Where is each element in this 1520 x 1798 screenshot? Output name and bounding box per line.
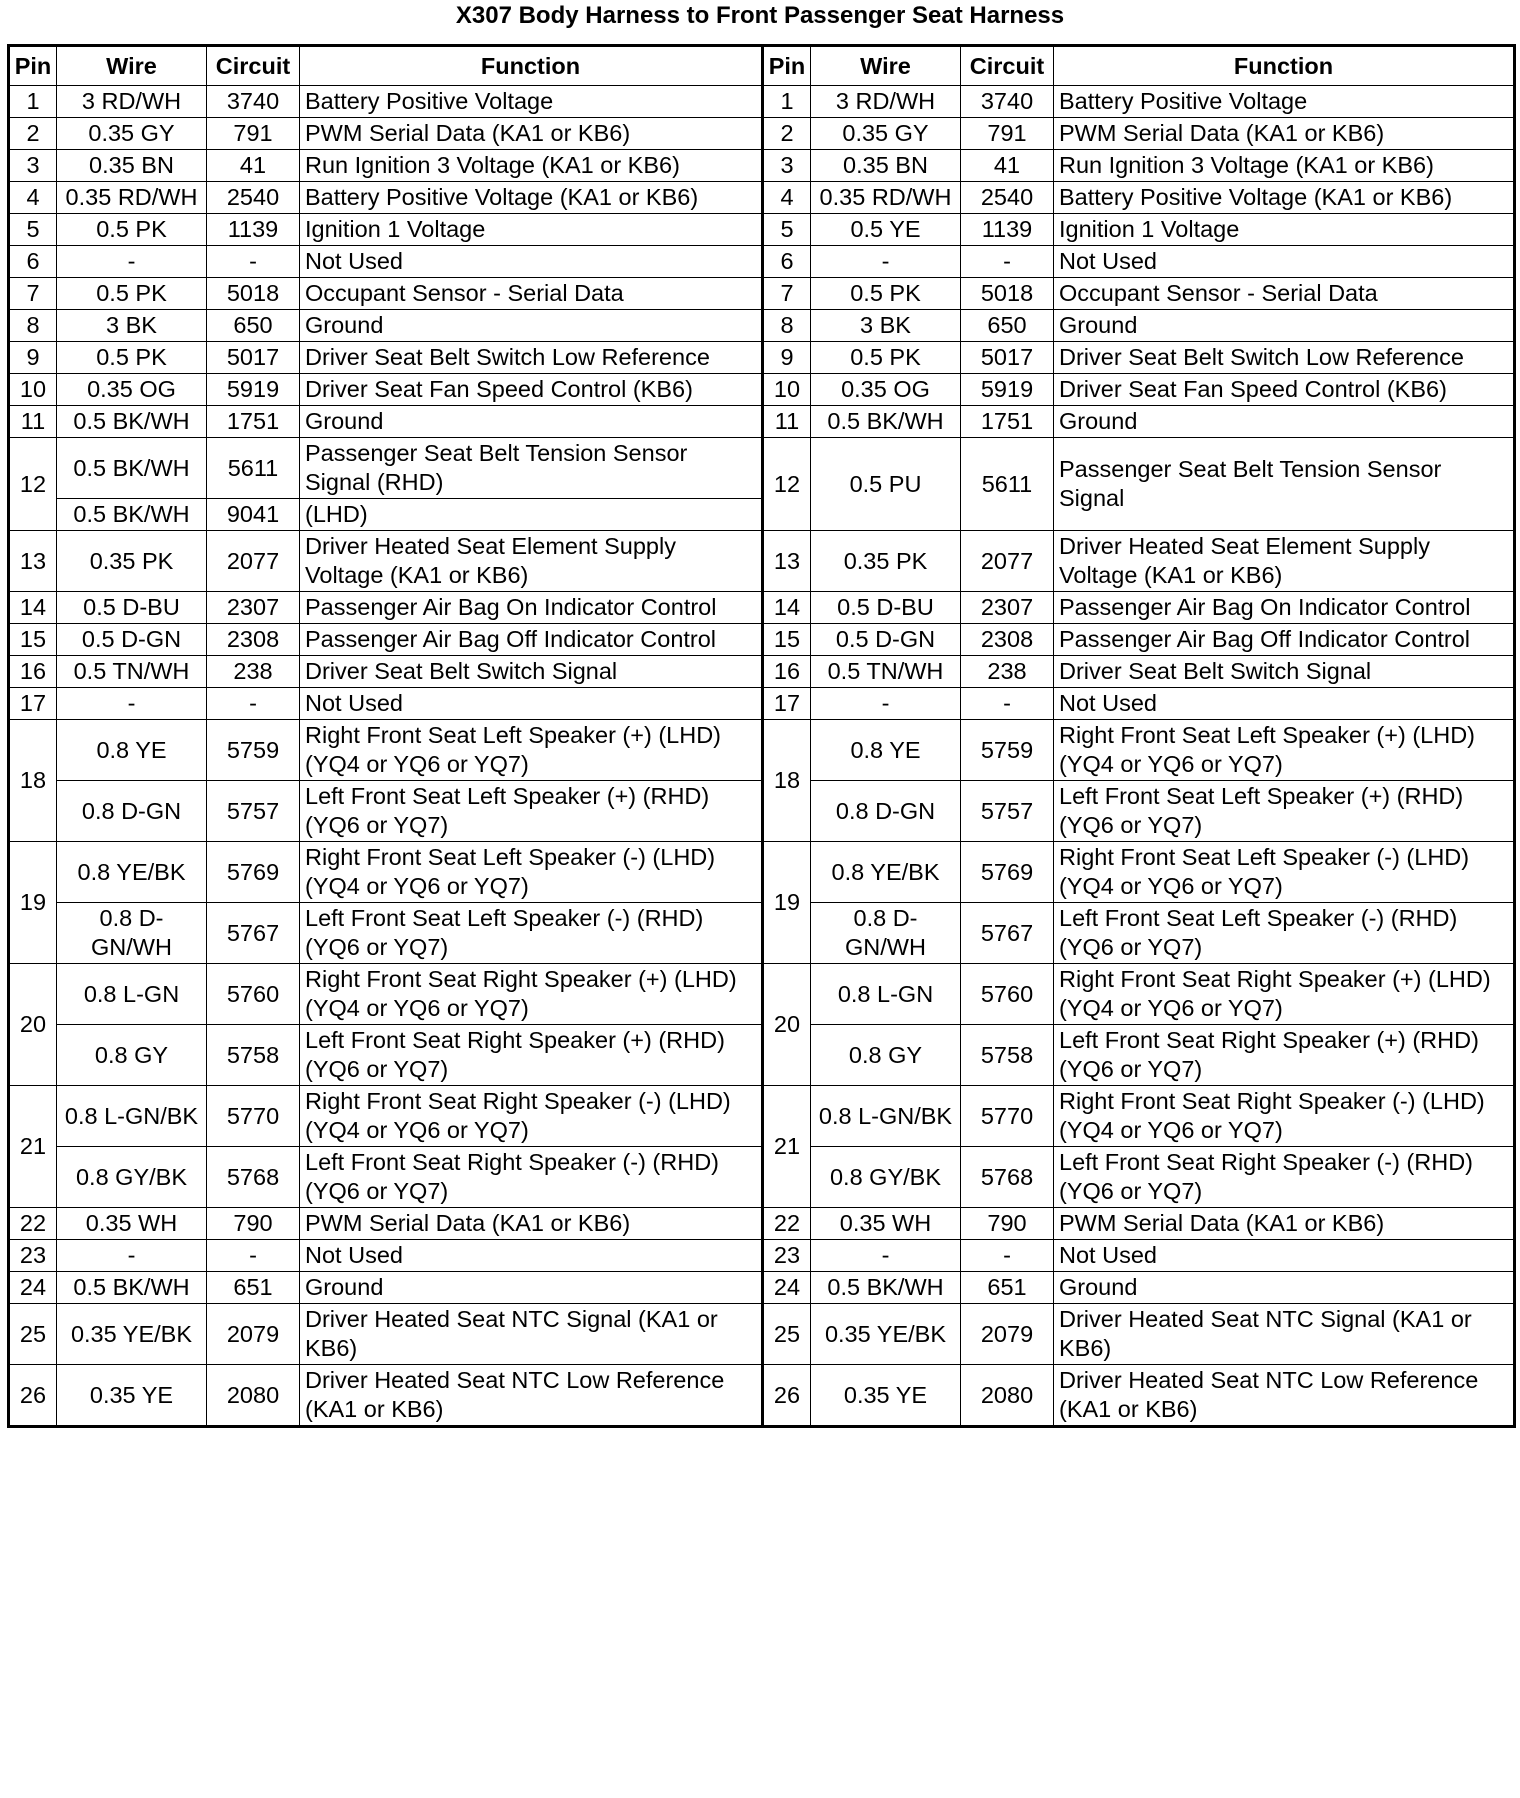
- circuit-value: 1751: [207, 406, 300, 438]
- table-title: X307 Body Harness to Front Passenger Seat Harness: [455, 2, 1065, 29]
- pin-number: 15: [9, 624, 57, 656]
- wire-value: 0.35 PK: [57, 531, 207, 592]
- pin-number: 4: [763, 182, 811, 214]
- circuit-value: 238: [961, 656, 1054, 688]
- circuit-value: 3740: [207, 86, 300, 118]
- circuit-value: 1751: [961, 406, 1054, 438]
- function-value: Battery Positive Voltage: [1054, 86, 1515, 118]
- wire-value: 0.8 YE/BK: [811, 842, 961, 903]
- pin-number: 10: [9, 374, 57, 406]
- function-value: Driver Seat Fan Speed Control (KB6): [1054, 374, 1515, 406]
- circuit-value: 791: [961, 118, 1054, 150]
- wire-value: 0.35 YE: [57, 1365, 207, 1427]
- function-value: Ground: [1054, 310, 1515, 342]
- wire-value: -: [57, 1240, 207, 1272]
- circuit-value: 2540: [961, 182, 1054, 214]
- pin-number: 12: [763, 438, 811, 531]
- header-pin: Pin: [763, 46, 811, 86]
- function-value: Driver Heated Seat Element Supply Voltage (KA1 or KB6): [1054, 531, 1515, 592]
- function-value: Occupant Sensor - Serial Data: [1054, 278, 1515, 310]
- wire-value: -: [57, 688, 207, 720]
- circuit-value: 791: [207, 118, 300, 150]
- circuit-value: -: [961, 688, 1054, 720]
- circuit-value: 5768: [961, 1147, 1054, 1208]
- table-row: [9, 1304, 1515, 1365]
- wire-value: 3 BK: [57, 310, 207, 342]
- table-row: [9, 1086, 1515, 1147]
- circuit-value: 2540: [207, 182, 300, 214]
- function-value: Battery Positive Voltage (KA1 or KB6): [1054, 182, 1515, 214]
- circuit-value: 2080: [207, 1365, 300, 1427]
- function-value: Driver Seat Belt Switch Low Reference: [300, 342, 763, 374]
- circuit-value: 5768: [207, 1147, 300, 1208]
- pin-number: 2: [763, 118, 811, 150]
- header-circuit: Circuit: [207, 46, 300, 86]
- function-value: Not Used: [1054, 1240, 1515, 1272]
- table-row: [9, 1240, 1515, 1272]
- wire-value: 0.5 BK/WH: [57, 406, 207, 438]
- circuit-value: -: [961, 246, 1054, 278]
- table-body: [9, 86, 1515, 1427]
- pin-number: 22: [9, 1208, 57, 1240]
- table-row: [9, 438, 1515, 499]
- function-value: Passenger Seat Belt Tension Sensor Signal: [1054, 438, 1515, 531]
- function-value: Passenger Air Bag On Indicator Control: [1054, 592, 1515, 624]
- circuit-value: 790: [207, 1208, 300, 1240]
- function-value: Ground: [300, 406, 763, 438]
- pin-number: 19: [763, 842, 811, 964]
- circuit-value: 790: [961, 1208, 1054, 1240]
- wire-value: 0.8 L-GN/BK: [811, 1086, 961, 1147]
- circuit-value: 5769: [961, 842, 1054, 903]
- table-row: [9, 1025, 1515, 1086]
- circuit-value: 2308: [207, 624, 300, 656]
- wire-value: -: [811, 1240, 961, 1272]
- pin-number: 3: [9, 150, 57, 182]
- pin-number: 23: [9, 1240, 57, 1272]
- wire-value: -: [57, 246, 207, 278]
- pin-number: 21: [9, 1086, 57, 1208]
- pin-number: 20: [9, 964, 57, 1086]
- wire-value: 0.8 GY/BK: [811, 1147, 961, 1208]
- header-circuit: Circuit: [961, 46, 1054, 86]
- function-value: Passenger Air Bag Off Indicator Control: [300, 624, 763, 656]
- circuit-value: 2307: [207, 592, 300, 624]
- circuit-value: 5770: [207, 1086, 300, 1147]
- function-value: Right Front Seat Right Speaker (+) (LHD) (YQ4 or YQ6 or YQ7): [300, 964, 763, 1025]
- table-row: [9, 531, 1515, 592]
- wire-value: 0.35 YE: [811, 1365, 961, 1427]
- function-value: Ignition 1 Voltage: [300, 214, 763, 246]
- circuit-value: 3740: [961, 86, 1054, 118]
- pin-number: 20: [763, 964, 811, 1086]
- wire-value: 0.5 PK: [57, 214, 207, 246]
- table-row: [9, 1208, 1515, 1240]
- wire-value: 0.35 RD/WH: [57, 182, 207, 214]
- function-value: Right Front Seat Right Speaker (-) (LHD) (YQ4 or YQ6 or YQ7): [1054, 1086, 1515, 1147]
- pin-number: 25: [9, 1304, 57, 1365]
- table-row: [9, 1272, 1515, 1304]
- pin-number: 8: [763, 310, 811, 342]
- wire-value: 0.5 TN/WH: [57, 656, 207, 688]
- pin-number: 5: [763, 214, 811, 246]
- wire-value: 0.5 D-BU: [811, 592, 961, 624]
- function-value: Ground: [1054, 1272, 1515, 1304]
- pin-number: 8: [9, 310, 57, 342]
- wire-value: 3 BK: [811, 310, 961, 342]
- pin-number: 13: [9, 531, 57, 592]
- circuit-value: -: [207, 246, 300, 278]
- wire-value: 0.35 YE/BK: [57, 1304, 207, 1365]
- table-row: [9, 964, 1515, 1025]
- wire-value: 0.5 BK/WH: [57, 438, 207, 499]
- circuit-value: 41: [961, 150, 1054, 182]
- circuit-value: 650: [207, 310, 300, 342]
- wire-value: 0.35 OG: [811, 374, 961, 406]
- wire-value: 0.5 BK/WH: [811, 1272, 961, 1304]
- circuit-value: 5919: [961, 374, 1054, 406]
- pin-number: 16: [9, 656, 57, 688]
- pin-number: 26: [9, 1365, 57, 1427]
- function-value: Driver Seat Fan Speed Control (KB6): [300, 374, 763, 406]
- circuit-value: 9041: [207, 499, 300, 531]
- table-row: [9, 656, 1515, 688]
- table-row: [9, 842, 1515, 903]
- circuit-value: 1139: [207, 214, 300, 246]
- function-value: Driver Heated Seat NTC Low Reference (KA1 or KB6): [1054, 1365, 1515, 1427]
- table-row: [9, 624, 1515, 656]
- header-function: Function: [300, 46, 763, 86]
- pin-number: 5: [9, 214, 57, 246]
- header-pin: Pin: [9, 46, 57, 86]
- table-row: [9, 592, 1515, 624]
- circuit-value: 5017: [207, 342, 300, 374]
- wire-value: 0.8 GY/BK: [57, 1147, 207, 1208]
- function-value: Ground: [300, 310, 763, 342]
- table-row: [9, 781, 1515, 842]
- header-function: Function: [1054, 46, 1515, 86]
- wire-value: 0.5 PK: [811, 342, 961, 374]
- function-value: Driver Heated Seat NTC Signal (KA1 or KB6): [300, 1304, 763, 1365]
- circuit-value: 5018: [961, 278, 1054, 310]
- header-wire: Wire: [57, 46, 207, 86]
- function-value: Left Front Seat Left Speaker (+) (RHD) (YQ6 or YQ7): [300, 781, 763, 842]
- table-row: [9, 374, 1515, 406]
- function-value: Not Used: [300, 688, 763, 720]
- function-value: Battery Positive Voltage: [300, 86, 763, 118]
- function-value: Right Front Seat Right Speaker (-) (LHD) (YQ4 or YQ6 or YQ7): [300, 1086, 763, 1147]
- wire-value: 0.5 TN/WH: [811, 656, 961, 688]
- function-value: Driver Seat Belt Switch Low Reference: [1054, 342, 1515, 374]
- function-value: Driver Heated Seat NTC Signal (KA1 or KB6): [1054, 1304, 1515, 1365]
- circuit-value: 5758: [207, 1025, 300, 1086]
- pin-number: 26: [763, 1365, 811, 1427]
- circuit-value: 5760: [207, 964, 300, 1025]
- function-value: Ground: [1054, 406, 1515, 438]
- function-value: Battery Positive Voltage (KA1 or KB6): [300, 182, 763, 214]
- pin-number: 15: [763, 624, 811, 656]
- table-row: [9, 310, 1515, 342]
- wire-value: 0.35 PK: [811, 531, 961, 592]
- function-value: Not Used: [1054, 246, 1515, 278]
- function-value: Driver Heated Seat NTC Low Reference (KA1 or KB6): [300, 1365, 763, 1427]
- wire-value: 0.35 OG: [57, 374, 207, 406]
- pin-number: 14: [763, 592, 811, 624]
- circuit-value: 5757: [207, 781, 300, 842]
- header-wire: Wire: [811, 46, 961, 86]
- function-value: Right Front Seat Left Speaker (+) (LHD) (YQ4 or YQ6 or YQ7): [1054, 720, 1515, 781]
- circuit-value: 5017: [961, 342, 1054, 374]
- function-value: Passenger Air Bag On Indicator Control: [300, 592, 763, 624]
- wire-value: 0.8 YE/BK: [57, 842, 207, 903]
- function-value: Driver Seat Belt Switch Signal: [300, 656, 763, 688]
- circuit-value: 5759: [207, 720, 300, 781]
- circuit-value: 5759: [961, 720, 1054, 781]
- function-value: Right Front Seat Left Speaker (-) (LHD) (YQ4 or YQ6 or YQ7): [1054, 842, 1515, 903]
- wire-value: 0.5 PK: [811, 278, 961, 310]
- function-value: Left Front Seat Left Speaker (+) (RHD) (YQ6 or YQ7): [1054, 781, 1515, 842]
- function-value: Passenger Seat Belt Tension Sensor Signal (RHD): [300, 438, 763, 499]
- function-value: Left Front Seat Right Speaker (-) (RHD) (YQ6 or YQ7): [300, 1147, 763, 1208]
- wire-value: 0.8 D-GN/WH: [811, 903, 961, 964]
- function-value: PWM Serial Data (KA1 or KB6): [1054, 1208, 1515, 1240]
- circuit-value: 5767: [961, 903, 1054, 964]
- pin-number: 7: [763, 278, 811, 310]
- wire-value: 0.5 PK: [57, 278, 207, 310]
- wire-value: 0.35 YE/BK: [811, 1304, 961, 1365]
- circuit-value: 651: [207, 1272, 300, 1304]
- pin-number: 17: [9, 688, 57, 720]
- pin-number: 9: [9, 342, 57, 374]
- table-row: [9, 182, 1515, 214]
- pin-number: 1: [9, 86, 57, 118]
- pin-number: 12: [9, 438, 57, 531]
- function-value: PWM Serial Data (KA1 or KB6): [300, 1208, 763, 1240]
- circuit-value: 2079: [961, 1304, 1054, 1365]
- circuit-value: 2077: [207, 531, 300, 592]
- table-row: [9, 246, 1515, 278]
- wire-value: 0.35 BN: [811, 150, 961, 182]
- wire-value: 0.8 GY: [811, 1025, 961, 1086]
- circuit-value: 5770: [961, 1086, 1054, 1147]
- pin-number: 4: [9, 182, 57, 214]
- circuit-value: 5760: [961, 964, 1054, 1025]
- pin-number: 6: [763, 246, 811, 278]
- circuit-value: 5018: [207, 278, 300, 310]
- wire-value: 0.35 BN: [57, 150, 207, 182]
- table-row: [9, 688, 1515, 720]
- pin-number: 19: [9, 842, 57, 964]
- wire-value: 0.5 PK: [57, 342, 207, 374]
- table-row: [9, 720, 1515, 781]
- wire-value: 0.35 RD/WH: [811, 182, 961, 214]
- circuit-value: 5919: [207, 374, 300, 406]
- wire-value: 0.8 L-GN: [57, 964, 207, 1025]
- circuit-value: 2080: [961, 1365, 1054, 1427]
- table-row: [9, 150, 1515, 182]
- wire-value: 0.5 BK/WH: [57, 1272, 207, 1304]
- function-value: Left Front Seat Left Speaker (-) (RHD) (YQ6 or YQ7): [300, 903, 763, 964]
- function-value: Passenger Air Bag Off Indicator Control: [1054, 624, 1515, 656]
- wire-value: 0.8 D-GN/WH: [57, 903, 207, 964]
- wire-value: 0.8 GY: [57, 1025, 207, 1086]
- wire-value: 3 RD/WH: [811, 86, 961, 118]
- table-row: [9, 86, 1515, 118]
- wire-value: 0.8 L-GN: [811, 964, 961, 1025]
- table-row: [9, 406, 1515, 438]
- circuit-value: 41: [207, 150, 300, 182]
- circuit-value: 650: [961, 310, 1054, 342]
- wire-value: 0.5 D-BU: [57, 592, 207, 624]
- function-value: PWM Serial Data (KA1 or KB6): [1054, 118, 1515, 150]
- table-row: [9, 1147, 1515, 1208]
- table-row: [9, 342, 1515, 374]
- function-value: Right Front Seat Right Speaker (+) (LHD) (YQ4 or YQ6 or YQ7): [1054, 964, 1515, 1025]
- wire-value: 0.8 D-GN: [811, 781, 961, 842]
- table-row: [9, 278, 1515, 310]
- pin-number: 22: [763, 1208, 811, 1240]
- circuit-value: -: [207, 688, 300, 720]
- wire-value: 0.5 BK/WH: [57, 499, 207, 531]
- function-value: Ignition 1 Voltage: [1054, 214, 1515, 246]
- circuit-value: 5767: [207, 903, 300, 964]
- wire-value: 0.5 D-GN: [811, 624, 961, 656]
- circuit-value: 5611: [961, 438, 1054, 531]
- pin-number: 2: [9, 118, 57, 150]
- table-row: [9, 1365, 1515, 1427]
- function-value: Ground: [300, 1272, 763, 1304]
- wire-value: 0.5 YE: [811, 214, 961, 246]
- pin-number: 13: [763, 531, 811, 592]
- pin-number: 24: [763, 1272, 811, 1304]
- wire-value: 0.5 D-GN: [57, 624, 207, 656]
- function-value: Not Used: [1054, 688, 1515, 720]
- function-value: Left Front Seat Right Speaker (+) (RHD) (YQ6 or YQ7): [300, 1025, 763, 1086]
- pin-number: 3: [763, 150, 811, 182]
- pin-number: 1: [763, 86, 811, 118]
- pin-number: 6: [9, 246, 57, 278]
- connector-pinout-table: [7, 44, 1516, 1428]
- pin-number: 25: [763, 1304, 811, 1365]
- function-value: Left Front Seat Right Speaker (-) (RHD) (YQ6 or YQ7): [1054, 1147, 1515, 1208]
- pin-number: 14: [9, 592, 57, 624]
- table-row: [9, 214, 1515, 246]
- function-value: Not Used: [300, 1240, 763, 1272]
- wire-value: 0.8 YE: [811, 720, 961, 781]
- function-value: Driver Seat Belt Switch Signal: [1054, 656, 1515, 688]
- function-value: Run Ignition 3 Voltage (KA1 or KB6): [300, 150, 763, 182]
- circuit-value: -: [961, 1240, 1054, 1272]
- wire-value: 0.8 YE: [57, 720, 207, 781]
- wire-value: -: [811, 246, 961, 278]
- circuit-value: -: [207, 1240, 300, 1272]
- circuit-value: 5758: [961, 1025, 1054, 1086]
- wire-value: 0.35 WH: [811, 1208, 961, 1240]
- function-value: Run Ignition 3 Voltage (KA1 or KB6): [1054, 150, 1515, 182]
- function-value: Occupant Sensor - Serial Data: [300, 278, 763, 310]
- pin-number: 23: [763, 1240, 811, 1272]
- pin-number: 9: [763, 342, 811, 374]
- function-value: Right Front Seat Left Speaker (-) (LHD) (YQ4 or YQ6 or YQ7): [300, 842, 763, 903]
- header-row: [9, 46, 1515, 86]
- pin-number: 16: [763, 656, 811, 688]
- pin-number: 11: [9, 406, 57, 438]
- circuit-value: 5769: [207, 842, 300, 903]
- function-value: (LHD): [300, 499, 763, 531]
- pin-number: 18: [9, 720, 57, 842]
- pin-number: 21: [763, 1086, 811, 1208]
- circuit-value: 2079: [207, 1304, 300, 1365]
- pin-number: 11: [763, 406, 811, 438]
- function-value: Not Used: [300, 246, 763, 278]
- function-value: Right Front Seat Left Speaker (+) (LHD) (YQ4 or YQ6 or YQ7): [300, 720, 763, 781]
- function-value: PWM Serial Data (KA1 or KB6): [300, 118, 763, 150]
- table-row: [9, 903, 1515, 964]
- circuit-value: 651: [961, 1272, 1054, 1304]
- wire-value: 0.35 GY: [57, 118, 207, 150]
- function-value: Left Front Seat Right Speaker (+) (RHD) (YQ6 or YQ7): [1054, 1025, 1515, 1086]
- pin-number: 7: [9, 278, 57, 310]
- circuit-value: 5611: [207, 438, 300, 499]
- wire-value: 0.35 WH: [57, 1208, 207, 1240]
- circuit-value: 2307: [961, 592, 1054, 624]
- pin-number: 18: [763, 720, 811, 842]
- pin-number: 17: [763, 688, 811, 720]
- function-value: Left Front Seat Left Speaker (-) (RHD) (YQ6 or YQ7): [1054, 903, 1515, 964]
- wire-value: 0.5 PU: [811, 438, 961, 531]
- wire-value: 3 RD/WH: [57, 86, 207, 118]
- wire-value: -: [811, 688, 961, 720]
- pin-number: 24: [9, 1272, 57, 1304]
- wire-value: 0.5 BK/WH: [811, 406, 961, 438]
- circuit-value: 238: [207, 656, 300, 688]
- circuit-value: 2308: [961, 624, 1054, 656]
- circuit-value: 1139: [961, 214, 1054, 246]
- wire-value: 0.35 GY: [811, 118, 961, 150]
- pin-number: 10: [763, 374, 811, 406]
- circuit-value: 2077: [961, 531, 1054, 592]
- wire-value: 0.8 D-GN: [57, 781, 207, 842]
- table-row: [9, 118, 1515, 150]
- circuit-value: 5757: [961, 781, 1054, 842]
- wire-value: 0.8 L-GN/BK: [57, 1086, 207, 1147]
- function-value: Driver Heated Seat Element Supply Voltage (KA1 or KB6): [300, 531, 763, 592]
